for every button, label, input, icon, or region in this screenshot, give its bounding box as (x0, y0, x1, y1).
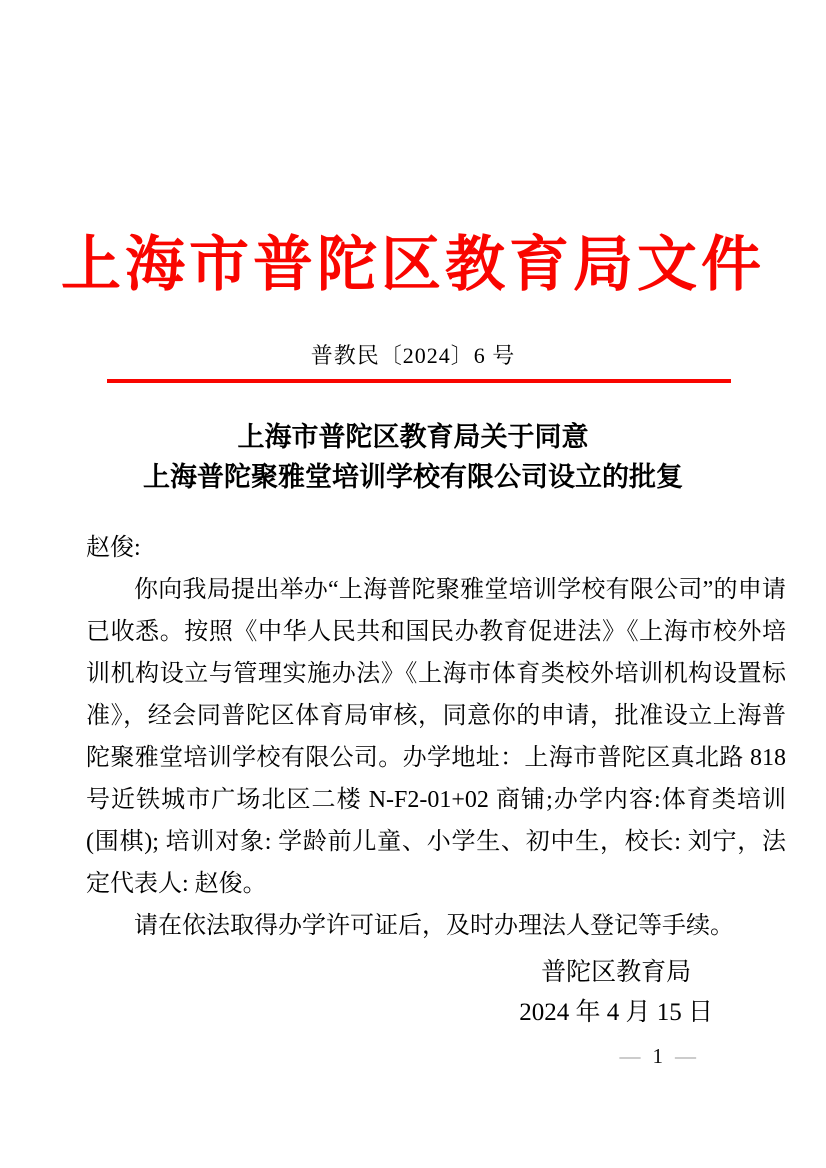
page-number: 1 (652, 1044, 663, 1068)
red-divider-line (107, 379, 731, 383)
body-paragraph-2: 请在依法取得办学许可证后，及时办理法人登记等手续。 (134, 913, 734, 939)
issue-date: 2024 年 4 月 15 日 (519, 999, 713, 1026)
document-body (86, 527, 786, 947)
document-title (0, 417, 826, 497)
document-number: 普教民〔2024〕6 号 (310, 343, 516, 368)
body-paragraph-1: 你向我局提出举办“上海普陀聚雅堂培训学校有限公司”的申请已收悉。按照《中华人民共和国民办教育促进法》《上海市校外培训机构设立与管理实施办法》《上海市体育类校外培训机构设置标准》，经会同普陀区体育局审核，同意你的申请，批准设立上海普陀聚雅堂培训学校有限公司。办学地址：上海市普陀区真北路 818 号近铁城市广场北区二楼 N-F2-01+02 商铺;办学内容:体育类培训(围棋); 培训对象: 学龄前儿童、小学生、初中生，校长: 刘宁，法定代表人: 赵俊。 (86, 577, 786, 897)
salutation: 赵俊: (86, 535, 141, 561)
issuer-name: 普陀区教育局 (541, 959, 692, 986)
page-number-dash-left: — (619, 1044, 641, 1068)
red-header-title: 上海市普陀区教育局文件 (61, 232, 765, 298)
page-number-dash-right: — (675, 1044, 696, 1068)
document-title-line1: 上海市普陀区教育局关于同意 (237, 422, 589, 452)
document-title-line2: 上海普陀聚雅堂培训学校有限公司设立的批复 (143, 462, 683, 492)
page-footer (620, 1044, 697, 1068)
signature-block (519, 953, 713, 1033)
